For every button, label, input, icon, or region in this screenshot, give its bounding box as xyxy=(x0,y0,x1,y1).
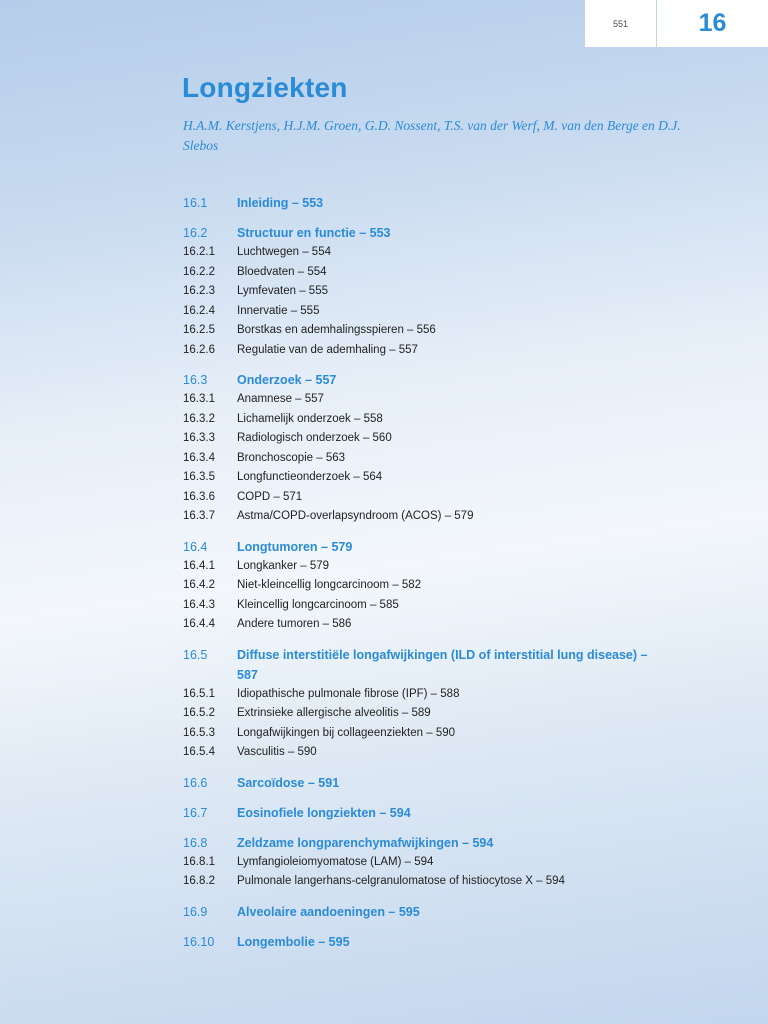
toc-subsection-number: 16.5.2 xyxy=(183,707,215,719)
toc-subsection-title: Borstkas en ademhalingsspieren – 556 xyxy=(237,324,436,336)
toc-section xyxy=(183,645,653,763)
toc-subsection-number: 16.5.3 xyxy=(183,726,215,739)
toc-subsection-number: 16.2.6 xyxy=(183,343,215,356)
toc-section xyxy=(183,370,653,527)
toc-subsection[interactable] xyxy=(183,390,653,410)
toc-section-heading[interactable] xyxy=(183,193,653,213)
toc-subsection-number: 16.5.1 xyxy=(183,687,215,700)
toc-section-number: 16.4 xyxy=(183,539,208,554)
toc-subsection-title: Idiopathische pulmonale fibrose (IPF) – 588 xyxy=(237,687,460,700)
toc-subsection-title: COPD – 571 xyxy=(237,490,303,503)
toc-subsection[interactable] xyxy=(183,724,653,744)
toc-subsection-number: 16.2.3 xyxy=(183,285,215,297)
toc-subsection-number: 16.3.2 xyxy=(183,412,215,425)
toc-section-heading[interactable] xyxy=(183,902,653,922)
toc-subsection[interactable] xyxy=(183,341,653,361)
toc-subsection-title: Longkanker – 579 xyxy=(237,559,330,572)
toc-subsection[interactable] xyxy=(183,429,653,449)
toc-subsection-number: 16.4.2 xyxy=(183,579,215,591)
toc-subsection-title: Bloedvaten – 554 xyxy=(237,265,327,278)
toc-subsection-number: 16.4.4 xyxy=(183,618,215,630)
toc-subsection-number: 16.8.2 xyxy=(183,875,215,887)
toc-subsection-number: 16.8.1 xyxy=(183,855,215,868)
toc-section xyxy=(183,223,653,360)
toc-subsection[interactable] xyxy=(183,321,653,341)
toc-section-heading[interactable] xyxy=(183,370,653,390)
toc-subsection-number: 16.3.7 xyxy=(183,510,215,522)
toc-subsection-number: 16.3.1 xyxy=(183,393,215,405)
toc-subsection-title: Innervatie – 555 xyxy=(237,304,320,317)
toc-section-title: Alveolaire aandoeningen – 595 xyxy=(237,904,420,919)
toc-subsection-title: Radiologisch onderzoek – 560 xyxy=(237,432,392,444)
toc-subsection[interactable] xyxy=(183,282,653,302)
toc-subsection[interactable] xyxy=(183,743,653,763)
toc-subsection-title: Vasculitis – 590 xyxy=(237,746,317,758)
toc-section-heading[interactable] xyxy=(183,645,653,685)
chapter-number: 16 xyxy=(657,0,768,47)
toc-subsection-number: 16.4.3 xyxy=(183,598,215,611)
toc-section-heading[interactable] xyxy=(183,773,653,793)
toc-subsection-title: Lichamelijk onderzoek – 558 xyxy=(237,412,383,425)
toc-section xyxy=(183,193,653,213)
toc-section-number: 16.3 xyxy=(183,373,208,387)
toc-section-number: 16.7 xyxy=(183,805,208,820)
toc-subsection-title: Luchtwegen – 554 xyxy=(237,246,331,258)
toc-subsection[interactable] xyxy=(183,263,653,283)
toc-subsection[interactable] xyxy=(183,685,653,705)
toc-subsection[interactable] xyxy=(183,449,653,469)
toc-section-heading[interactable] xyxy=(183,833,653,853)
toc-subsection-title: Longafwijkingen bij collageenziekten – 590 xyxy=(237,726,456,739)
toc-section-number: 16.5 xyxy=(183,647,208,662)
toc-subsection-number: 16.5.4 xyxy=(183,746,215,758)
toc-subsection-title: Regulatie van de ademhaling – 557 xyxy=(237,343,418,356)
toc-subsection-title: Anamnese – 557 xyxy=(237,393,324,405)
toc-subsection-title: Lymfangioleiomyomatose (LAM) – 594 xyxy=(237,855,434,868)
toc-section-title: Structuur en functie – 553 xyxy=(237,226,391,240)
toc-section xyxy=(183,902,653,922)
toc-section-title: Onderzoek – 557 xyxy=(237,373,337,387)
toc-subsection[interactable] xyxy=(183,302,653,322)
toc-subsection-number: 16.3.3 xyxy=(183,432,215,444)
toc-subsection[interactable] xyxy=(183,468,653,488)
toc-subsection[interactable] xyxy=(183,615,653,635)
toc-section xyxy=(183,537,653,635)
toc-subsection-title: Andere tumoren – 586 xyxy=(237,618,352,630)
toc-section-number: 16.6 xyxy=(183,775,208,790)
toc-section-heading[interactable] xyxy=(183,803,653,823)
toc-section-number: 16.9 xyxy=(183,904,208,919)
toc-subsection[interactable] xyxy=(183,576,653,596)
toc-subsection-title: Extrinsieke allergische alveolitis – 589 xyxy=(237,707,431,719)
toc-subsection[interactable] xyxy=(183,872,653,892)
toc-subsection-number: 16.3.6 xyxy=(183,490,215,503)
toc-section xyxy=(183,773,653,793)
toc-subsection-number: 16.4.1 xyxy=(183,559,215,572)
toc-section-title: Zeldzame longparenchymafwijkingen – 594 xyxy=(237,835,494,850)
chapter-authors: H.A.M. Kerstjens, H.J.M. Groen, G.D. Nossent, T.S. van der Werf, M. van den Berge en D.J. Slebos xyxy=(183,118,681,153)
toc-section-title: Eosinofiele longziekten – 594 xyxy=(237,805,411,820)
toc-subsection-number: 16.2.4 xyxy=(183,304,215,317)
toc-subsection-number: 16.2.5 xyxy=(183,324,215,336)
toc-subsection[interactable] xyxy=(183,488,653,508)
toc-subsection[interactable] xyxy=(183,410,653,430)
toc-subsection[interactable] xyxy=(183,596,653,616)
toc-subsection-title: Longfunctieonderzoek – 564 xyxy=(237,471,383,483)
toc-subsection-title: Astma/COPD-overlapsyndroom (ACOS) – 579 xyxy=(237,510,474,522)
toc-section-number: 16.2 xyxy=(183,226,208,240)
toc-section-title: Diffuse interstitiële longafwijkingen (ILD of interstitial lung disease) – 587 xyxy=(237,647,648,682)
toc-section-title: Sarcoïdose – 591 xyxy=(237,775,340,790)
toc-section-title: Inleiding – 553 xyxy=(237,196,324,210)
toc-section xyxy=(183,932,653,952)
toc-subsection-number: 16.2.2 xyxy=(183,265,215,278)
toc-subsection-title: Lymfevaten – 555 xyxy=(237,285,328,297)
toc-section-heading[interactable] xyxy=(183,537,653,557)
toc-subsection-number: 16.3.5 xyxy=(183,471,215,483)
table-of-contents xyxy=(183,193,653,962)
toc-section-heading[interactable] xyxy=(183,223,653,243)
toc-section xyxy=(183,833,653,892)
page-header-tab xyxy=(585,0,768,47)
toc-subsection-title: Bronchoscopie – 563 xyxy=(237,451,346,464)
toc-section xyxy=(183,803,653,823)
toc-subsection[interactable] xyxy=(183,853,653,873)
toc-subsection-title: Kleincellig longcarcinoom – 585 xyxy=(237,598,399,611)
toc-section-number: 16.1 xyxy=(183,196,208,210)
toc-section-number: 16.8 xyxy=(183,835,208,850)
toc-subsection-title: Niet-kleincellig longcarcinoom – 582 xyxy=(237,579,422,591)
toc-subsection[interactable] xyxy=(183,243,653,263)
toc-section-title: Longtumoren – 579 xyxy=(237,539,353,554)
toc-subsection[interactable] xyxy=(183,704,653,724)
toc-section-title: Longembolie – 595 xyxy=(237,934,350,949)
toc-section-heading[interactable] xyxy=(183,932,653,952)
toc-subsection[interactable] xyxy=(183,507,653,527)
toc-subsection-number: 16.3.4 xyxy=(183,451,215,464)
toc-subsection-number: 16.2.1 xyxy=(183,246,215,258)
toc-subsection[interactable] xyxy=(183,557,653,577)
toc-subsection-title: Pulmonale langerhans-celgranulomatose of histiocytose X – 594 xyxy=(237,875,565,887)
chapter-title: Longziekten xyxy=(182,72,348,103)
page-number: 551 xyxy=(585,0,656,47)
toc-section-number: 16.10 xyxy=(183,934,215,949)
